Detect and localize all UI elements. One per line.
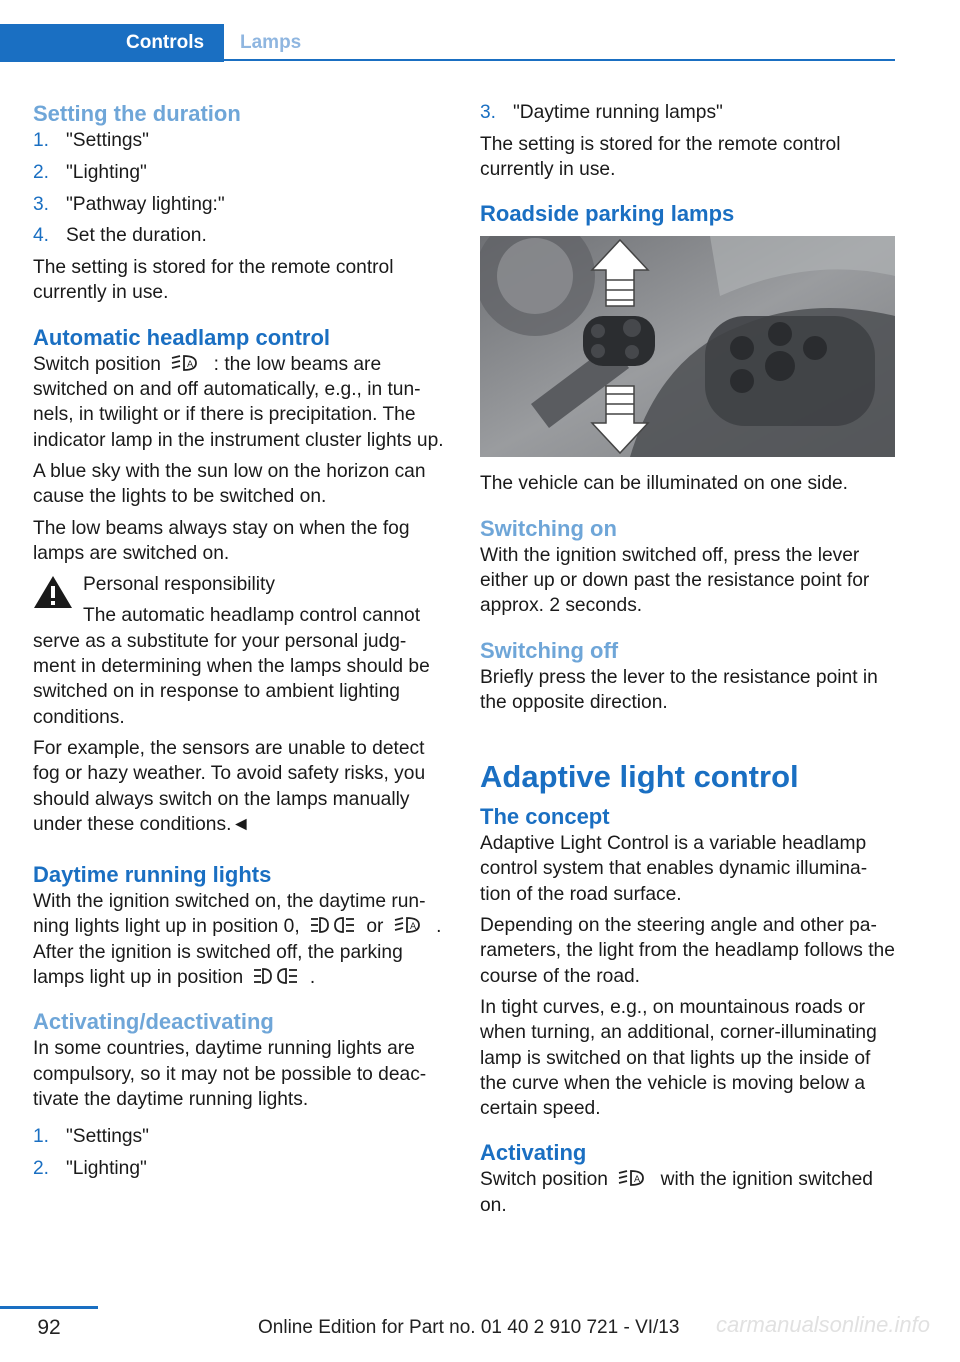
warning-block [33,572,448,837]
list-item: 4. Set the duration. [33,225,207,247]
header-rule [224,59,895,61]
warning-paragraph-2: For example, the sensors are unable to detect fog or hazy weather. To avoid safety risks, you should always switch on the lamps manually under these conditions.◄ [33,737,426,835]
warning-triangle-icon [33,574,73,610]
chapter-title-adaptive-light: Adaptive light control [480,759,799,795]
auto-headlamp-icon [393,915,427,935]
section-title-activating: Activating [480,1140,587,1166]
tab-lamps[interactable]: Lamps [240,32,302,53]
tab-controls[interactable]: Controls [0,24,224,62]
list-item: 3. "Daytime running lamps" [480,102,723,123]
daytime-running-paragraph: With the ignition switched on, the daytime run‐ning lights light up in position 0, or A . After the ignition is switched off, the parking lamps light up in position . [33,891,442,989]
daytime-steps-continued [480,100,896,125]
parking-lamp-icon [252,966,300,986]
watermark: carmanualsonline.info [715,1312,930,1337]
section-title-roadside-parking: Roadside parking lamps [480,201,735,227]
list-item: 1. "Settings" [33,130,149,151]
steering-wheel-lever-figure [480,236,895,457]
header-bar [0,24,895,62]
daytime-steps [33,1124,448,1181]
daytime-note: The setting is stored for the remote control currently in use. [480,133,841,181]
warning-title: Personal responsibility [83,574,275,596]
section-title-setting-duration: Setting the duration [33,101,241,126]
concept-paragraph-2: Depending on the steering angle and other pa‐rameters, the light from the headlamp follows the course of the road. [480,915,895,987]
auto-headlamp-paragraph: Switch position A : the low beams are switched on and off automatically, e.g., in tun‐nels, in twilight or if there is precipitation. The indicator lamp in the instrument cluster lights up. [33,353,444,451]
svg-text:A: A [187,359,194,370]
list-item: 2. "Lighting" [33,161,147,183]
page-number: 92 [37,1316,61,1339]
activating-deactivating-paragraph: In some countries, daytime running lights are compulsory, so it may not be possible to deac‐tivate the daytime running lights. [33,1038,427,1110]
concept-paragraph-1: Adaptive Light Control is a variable headlamp control system that enables dynamic illumina‐tion of the road surface. [480,833,868,905]
section-title-switching-off: Switching off [480,637,619,663]
footer-rule [0,1306,98,1309]
parking-lamp-icon [309,915,357,935]
activating-paragraph: Switch position A with the ignition switched on. [480,1169,873,1216]
switching-on-paragraph: With the ignition switched off, press the lever either up or down past the resistance point for approx. 2 seconds. [480,544,870,617]
duration-note: The setting is stored for the remote control currently in use. [33,257,394,304]
svg-text:A: A [634,1175,641,1186]
edition-text: Online Edition for Part no. 01 40 2 910 721 - VI/13 [258,1317,680,1338]
left-column [33,100,448,1188]
section-title-daytime-running: Daytime running lights [33,862,272,888]
list-item: 3. "Pathway lighting:" [33,193,225,215]
section-title-switching-on: Switching on [480,515,617,541]
auto-headlamp-icon [617,1168,651,1188]
blue-sky-paragraph: A blue sky with the sun low on the horizon can cause the lights to be switched on. [33,460,426,508]
section-title-concept: The concept [480,804,610,830]
fog-lamp-paragraph: The low beams always stay on when the fog lamps are switched on. [33,517,410,564]
right-column [480,100,896,1224]
section-title-automatic-headlamp: Automatic headlamp control [33,324,331,350]
list-item: 1. "Settings" [33,1126,149,1148]
warning-paragraph: The automatic headlamp control cannot serve as a substitute for your personal judg‐ment in determining when the lamps should be switched on in response to ambient lighting conditions. [33,605,430,728]
figure-caption: The vehicle can be illuminated on one side. [480,473,848,495]
concept-paragraph-3: In tight curves, e.g., on mountainous roads or when turning, an additional, corner-illuminating lamp is switched on that lights up the inside of the curve when the vehicle is moving below a certain speed. [480,996,877,1120]
section-title-activating-deactivating: Activating/deactivating [33,1009,274,1035]
duration-steps [33,128,448,249]
auto-headlamp-icon [170,353,204,373]
steering-lever-illustration [480,236,895,457]
list-item: 2. "Lighting" [33,1158,147,1179]
switching-off-paragraph: Briefly press the lever to the resistance point in the opposite direction. [480,666,878,713]
svg-text:A: A [409,922,416,933]
